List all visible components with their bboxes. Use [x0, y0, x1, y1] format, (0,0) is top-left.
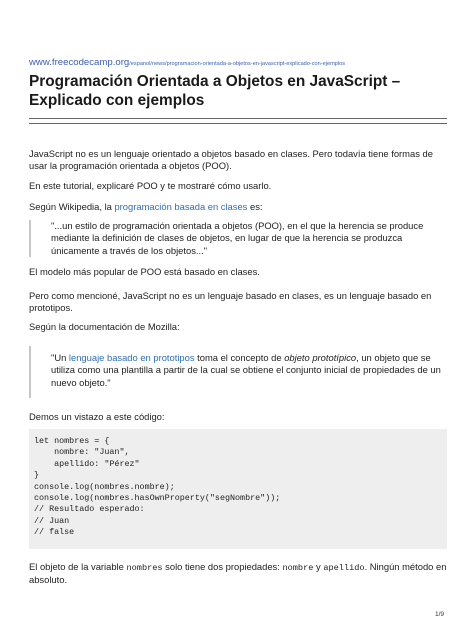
wikipedia-paragraph [29, 201, 447, 213]
code-block [29, 429, 447, 549]
prototype-paragraph: Pero como mencioné, JavaScript no es un lenguaje basado en clases, es un lenguaje basado en prototipos. [29, 290, 432, 314]
wikipedia-quote-text: "...un estilo de programación orientada a objetos (POO), en el que la herencia se produce mediante la definición de clases de objetos, en lugar de que la herencia se produzca únicamente a través de los objetos..." [51, 220, 424, 256]
properties-text-c: y [313, 561, 324, 572]
tutorial-paragraph: En este tutorial, explicaré POO y te mostraré cómo usarlo. [29, 180, 272, 191]
inline-code-apellido: apellido [323, 563, 365, 573]
mozilla-quote-start: "Un [51, 352, 69, 363]
code-line: nombre: "Juan", [34, 447, 130, 458]
code-line: console.log(nombres.nombre); [34, 481, 175, 492]
code-line: // false [34, 527, 75, 538]
prototypical-object-emphasis: objeto prototípico [284, 352, 357, 363]
inline-code-nombre: nombre [282, 563, 314, 573]
prototype-based-language-link[interactable]: lenguaje basado en prototipos [68, 352, 195, 363]
second-divider [29, 123, 447, 124]
wikipedia-quote [29, 220, 445, 257]
code-line: console.log(nombres.hasOwnProperty("segNombre")); [34, 493, 281, 504]
wikipedia-text-before: Según Wikipedia, la [29, 201, 115, 212]
mozilla-quote [29, 346, 445, 398]
inline-code-nombres: nombres [126, 563, 163, 573]
top-divider [29, 118, 447, 119]
code-line: apellido: "Pérez" [34, 458, 140, 469]
wikipedia-text-after: es: [247, 201, 263, 212]
article-title: Programación Orientada a Objetos en JavaScript – Explicado con ejemplos [29, 73, 401, 109]
mozilla-quote-end: , un objeto que se utiliza como una plantilla a partir de la cual se obtiene el conjunto inicial de propiedades de un nuevo objeto." [51, 352, 441, 388]
popular-model-paragraph: El modelo más popular de POO está basado en clases. [29, 266, 260, 277]
mozilla-paragraph: Según la documentación de Mozilla: [29, 321, 180, 332]
code-line: // Resultado esperado: [34, 504, 145, 515]
code-line: // Juan [34, 515, 70, 526]
class-based-programming-link[interactable]: programación basada en clases [114, 201, 248, 212]
code-line: } [34, 470, 40, 481]
code-intro-paragraph: Demos un vistazo a este código: [29, 411, 165, 422]
object-properties-paragraph [29, 561, 447, 587]
source-url[interactable] [29, 52, 345, 70]
mozilla-quote-mid: toma el concepto de [194, 352, 285, 363]
properties-text-d: . Ningún método en absoluto. [29, 561, 447, 586]
code-line: let nombres = { [34, 436, 110, 446]
intro-paragraph: JavaScript no es un lenguaje orientado a objetos basado en clases. Pero todavía tiene formas de usar la programación orientada a objetos (POO). [29, 148, 433, 172]
url-path[interactable]: /espanol/news/programacion-orientada-a-objetos-en-javascript-explicado-con-ejemplos [129, 61, 346, 67]
properties-text-a: El objeto de la variable [29, 561, 127, 572]
url-domain[interactable]: www.freecodecamp.org [29, 57, 130, 68]
properties-text-b: solo tiene dos propiedades: [162, 561, 283, 572]
page-number: 1/9 [434, 611, 444, 618]
